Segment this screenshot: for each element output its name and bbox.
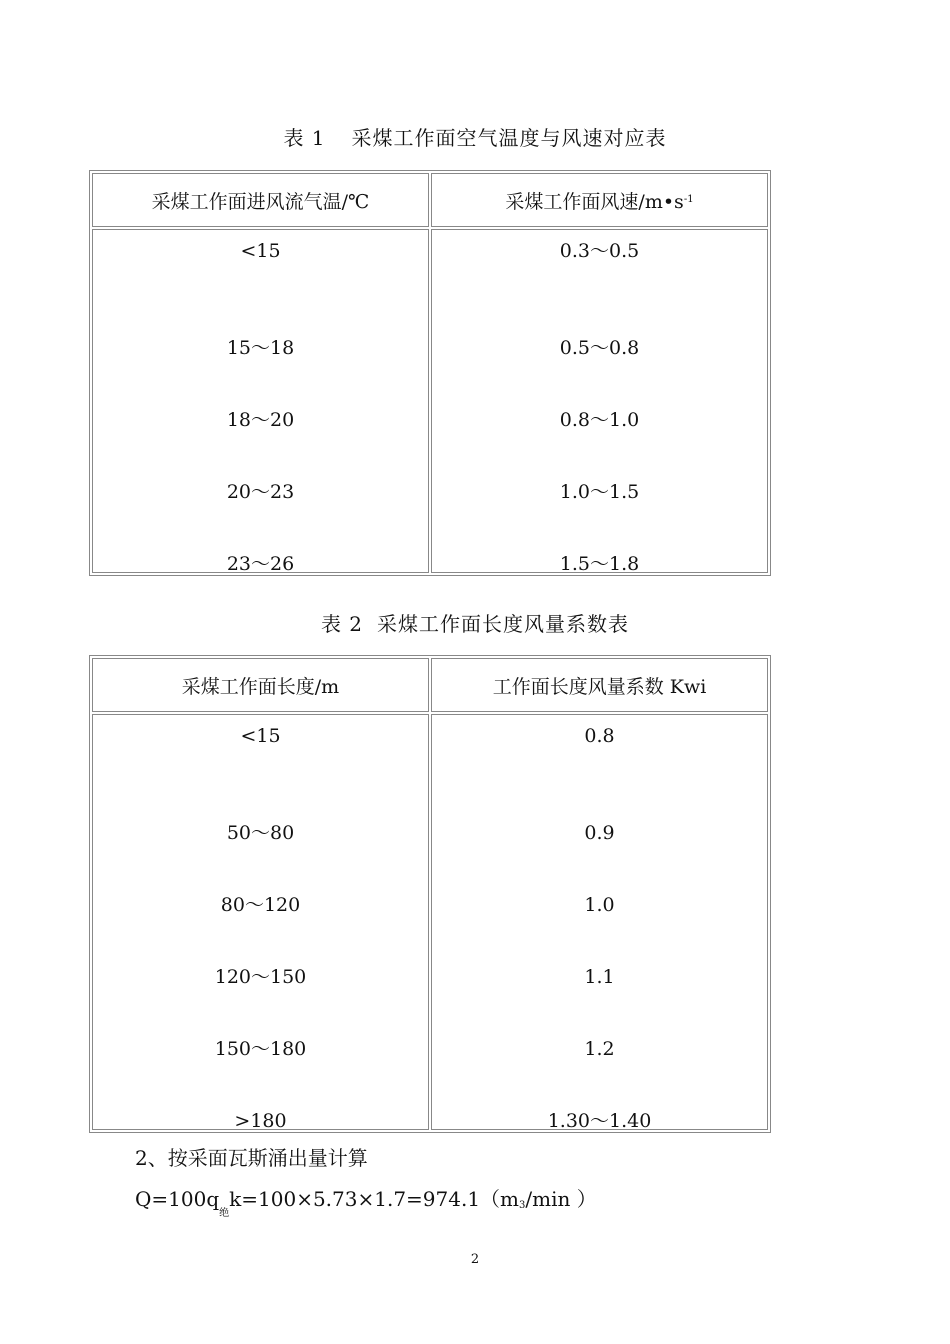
table1-header-wind-speed-label: 采煤工作面风速/m•s [505, 190, 684, 213]
page-number: 2 [470, 1252, 480, 1267]
formula-unit-exponent: 3 [519, 1200, 526, 1211]
table-cell: <15 [240, 725, 281, 747]
table1-body-row [92, 229, 768, 573]
table2 [89, 655, 771, 1133]
table-cell: <15 [240, 240, 281, 262]
table-cell: 1.5～1.8 [559, 553, 640, 575]
table2-header-row [92, 658, 768, 712]
table2-caption [0, 608, 950, 637]
formula-subscript: 绝 [219, 1208, 230, 1219]
table-cell: 0.9 [584, 822, 615, 844]
table1-header-wind-speed-exponent: -1 [683, 193, 694, 205]
table-cell: 18～20 [226, 409, 295, 431]
section2-heading: 2、按采面瓦斯涌出量计算 [135, 1146, 368, 1170]
gas-emission-formula [135, 1183, 597, 1219]
table1-caption [0, 122, 950, 151]
table2-caption-title: 采煤工作面长度风量系数表 [377, 612, 630, 636]
table-cell: 150～180 [214, 1038, 307, 1060]
table1-caption-title: 采煤工作面空气温度与风速对应表 [351, 126, 667, 150]
table-cell: 0.5～0.8 [559, 337, 640, 359]
table-cell: 1.0 [584, 894, 615, 916]
table2-caption-label: 表 2 [320, 612, 364, 636]
table-cell: 20～23 [226, 481, 295, 503]
table1-header-wind-speed [431, 173, 768, 227]
table-cell: 0.8～1.0 [559, 409, 640, 431]
table1-header-temperature: 采煤工作面进风流气温/℃ [92, 173, 429, 227]
table2-header-coefficient: 工作面长度风量系数 Kwi [431, 658, 768, 712]
table2-coefficient-column [431, 714, 768, 1130]
table2-body-row [92, 714, 768, 1130]
table-cell: 1.1 [584, 966, 615, 988]
formula-main: k=100×5.73×1.7=974.1（m [229, 1187, 520, 1211]
table-cell: 1.30～1.40 [547, 1110, 652, 1132]
table-cell: 80～120 [220, 894, 301, 916]
table-cell: 15～18 [226, 337, 295, 359]
table1-caption-label: 表 1 [283, 126, 326, 150]
table2-header-length: 采煤工作面长度/m [92, 658, 429, 712]
table-cell: 0.3～0.5 [559, 240, 640, 262]
table-cell: 1.2 [584, 1038, 615, 1060]
table1-temperature-column [92, 229, 429, 573]
table-cell: 23～26 [226, 553, 295, 575]
table-cell: 1.0～1.5 [559, 481, 640, 503]
table1-header-row [92, 173, 768, 227]
table-cell: >180 [234, 1110, 287, 1132]
table-cell: 50～80 [226, 822, 295, 844]
formula-suffix: /min ） [525, 1187, 597, 1211]
table-cell: 0.8 [584, 725, 615, 747]
table1 [89, 170, 771, 576]
table2-length-column [92, 714, 429, 1130]
formula-prefix: Q=100q [135, 1187, 220, 1211]
table1-wind-speed-column [431, 229, 768, 573]
table-cell: 120～150 [214, 966, 307, 988]
